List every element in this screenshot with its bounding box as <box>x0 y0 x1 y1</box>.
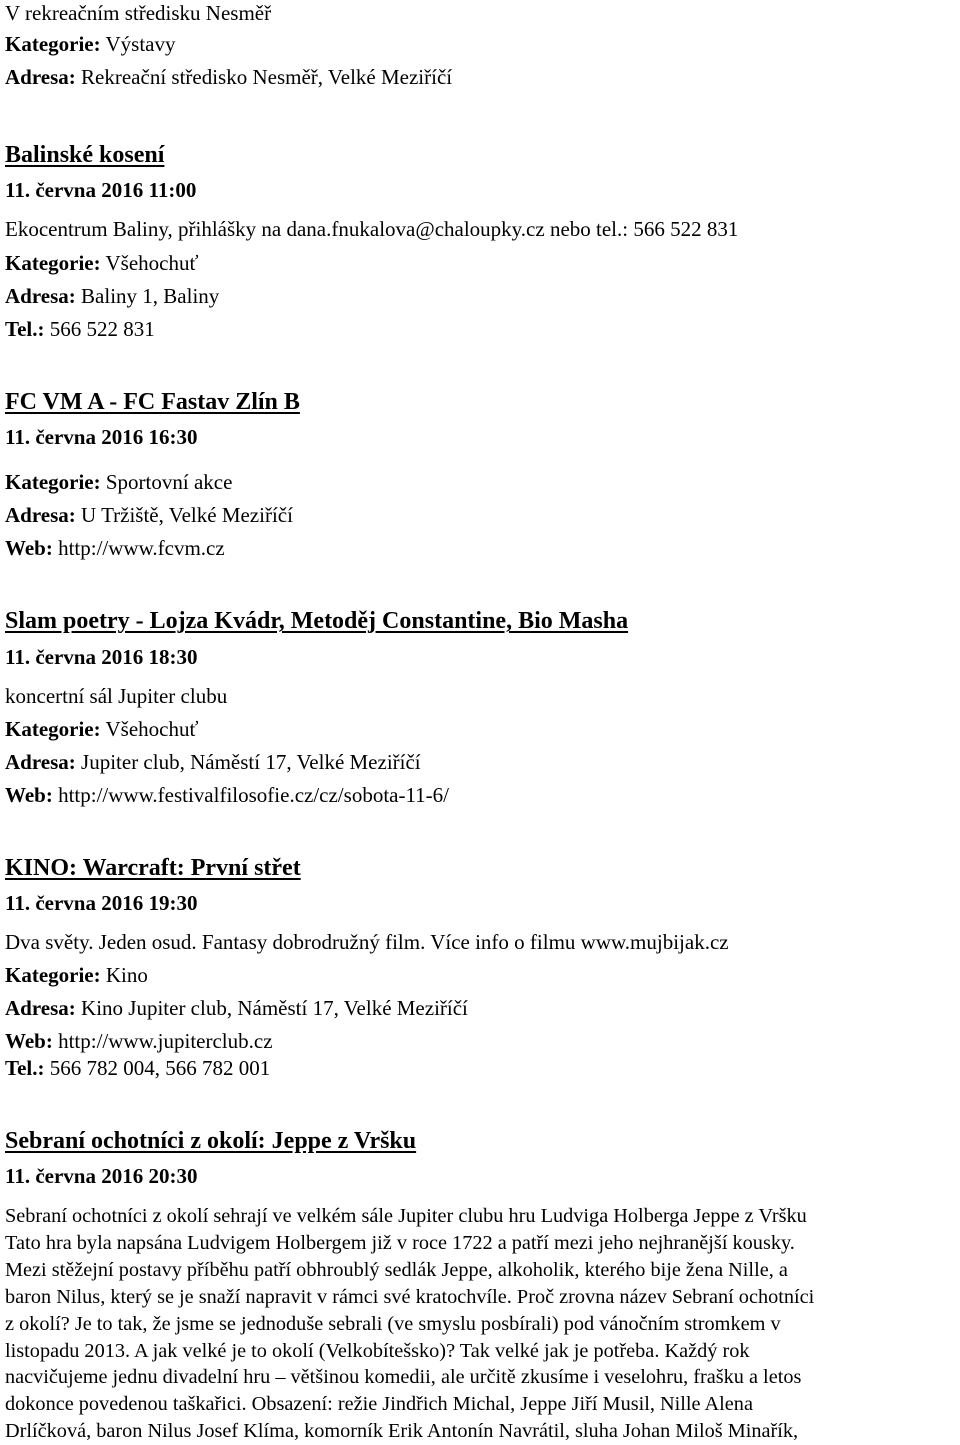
web-value[interactable]: http://www.jupiterclub.cz <box>58 1029 273 1053</box>
description-line: nacvičujeme jednu divadelní hru – většinou komedii, ale určitě zkusíme i veselohru, frašku a letos <box>5 1366 802 1389</box>
event-category <box>5 250 198 276</box>
event-title[interactable]: Slam poetry - Lojza Kvádr, Metoděj Constantine, Bio Masha <box>5 608 629 634</box>
category-value: Kino <box>105 963 148 987</box>
event-address <box>5 502 293 528</box>
event-category <box>5 716 198 742</box>
address-label: Adresa: <box>5 65 76 89</box>
event-title[interactable]: Balinské kosení <box>5 142 165 168</box>
event-title[interactable]: Sebraní ochotníci z okolí: Jeppe z Vršku <box>5 1128 417 1154</box>
event-subtitle: V rekreačním středisku Nesměř <box>5 1 272 25</box>
event-description: Dva světy. Jeden osud. Fantasy dobrodružný film. Více info o filmu www.mujbijak.cz <box>5 930 729 954</box>
web-value[interactable]: http://www.festivalfilosofie.cz/cz/sobota-11-6/ <box>58 783 450 807</box>
web-label: Web: <box>5 783 53 807</box>
category-label: Kategorie: <box>5 251 101 275</box>
event-web <box>5 782 449 808</box>
event-web <box>5 1028 273 1054</box>
event-address <box>5 749 421 775</box>
event-date: 11. června 2016 11:00 <box>5 178 197 202</box>
address-value: Jupiter club, Náměstí 17, Velké Meziříčí <box>81 750 421 774</box>
address-label: Adresa: <box>5 284 76 308</box>
address-label: Adresa: <box>5 996 76 1020</box>
category-value: Všehochuť <box>105 717 199 741</box>
category-value: Sportovní akce <box>105 470 233 494</box>
event-date: 11. června 2016 20:30 <box>5 1164 198 1188</box>
phone-value: 566 522 831 <box>49 317 155 341</box>
event-category <box>5 31 176 57</box>
description-line: Drlíčková, baron Nilus Josef Klíma, komorník Erik Antonín Navrátil, sluha Johan Miloš Minařík, <box>5 1420 799 1443</box>
web-label: Web: <box>5 536 53 560</box>
event-category <box>5 469 232 495</box>
phone-label: Tel.: <box>5 1056 45 1080</box>
description-line: dokonce povedenou taškařici. Obsazení: režie Jindřich Michal, Jeppe Jiří Musil, Nille Alena <box>5 1393 753 1416</box>
event-date: 11. června 2016 19:30 <box>5 891 198 915</box>
description-line: Mezi stěžejní postavy příběhu patří obhroublý sedlák Jeppe, alkoholik, kterého bije žena Nille, a <box>5 1258 788 1281</box>
event-address <box>5 995 468 1021</box>
event-address <box>5 283 219 309</box>
address-value: Rekreační středisko Nesměř, Velké Meziříčí <box>81 65 453 89</box>
event-address <box>5 64 452 90</box>
description-line: Tato hra byla napsána Ludvigem Holbergem již v roce 1722 a patří mezi jeho nejhranější kousky. <box>5 1231 795 1254</box>
event-date: 11. června 2016 18:30 <box>5 645 198 669</box>
address-value: Baliny 1, Baliny <box>81 284 220 308</box>
web-value[interactable]: http://www.fcvm.cz <box>58 536 225 560</box>
phone-value: 566 782 004, 566 782 001 <box>49 1056 271 1080</box>
event-title[interactable]: FC VM A - FC Fastav Zlín B <box>5 389 300 415</box>
description-line: Sebraní ochotníci z okolí sehrají ve velkém sále Jupiter clubu hru Ludviga Holberga Jeppe z Vršku <box>5 1205 807 1227</box>
description-line: baron Nilus, který se je snaží napravit v rámci své kratochvíle. Proč zrovna název Sebraní ochotníci <box>5 1285 815 1308</box>
category-label: Kategorie: <box>5 470 101 494</box>
category-label: Kategorie: <box>5 32 101 56</box>
event-description <box>5 1203 957 1445</box>
web-label: Web: <box>5 1029 53 1053</box>
event-phone <box>5 1055 270 1081</box>
event-web <box>5 535 225 561</box>
category-label: Kategorie: <box>5 717 101 741</box>
event-phone <box>5 316 155 342</box>
event-category <box>5 962 148 988</box>
address-value: U Tržiště, Velké Meziříčí <box>81 503 293 527</box>
event-description: koncertní sál Jupiter clubu <box>5 684 228 708</box>
address-value: Kino Jupiter club, Náměstí 17, Velké Meziříčí <box>81 996 468 1020</box>
event-date: 11. června 2016 16:30 <box>5 425 198 449</box>
description-line: z okolí? Je to tak, že jsme se jednoduše sebrali (ve smyslu posbírali) pod vánočním stromkem v <box>5 1312 781 1335</box>
description-line: listopadu 2013. A jak velké je to okolí (Velkobítešsko)? Tak velké jak je potřeba. Každý rok <box>5 1339 750 1362</box>
event-description: Ekocentrum Baliny, přihlášky na dana.fnukalova@chaloupky.cz nebo tel.: 566 522 831 <box>5 217 739 241</box>
address-label: Adresa: <box>5 503 76 527</box>
category-value: Výstavy <box>105 32 176 56</box>
category-label: Kategorie: <box>5 963 101 987</box>
category-value: Všehochuť <box>105 251 199 275</box>
phone-label: Tel.: <box>5 317 45 341</box>
address-label: Adresa: <box>5 750 76 774</box>
event-title[interactable]: KINO: Warcraft: První střet <box>5 855 301 881</box>
